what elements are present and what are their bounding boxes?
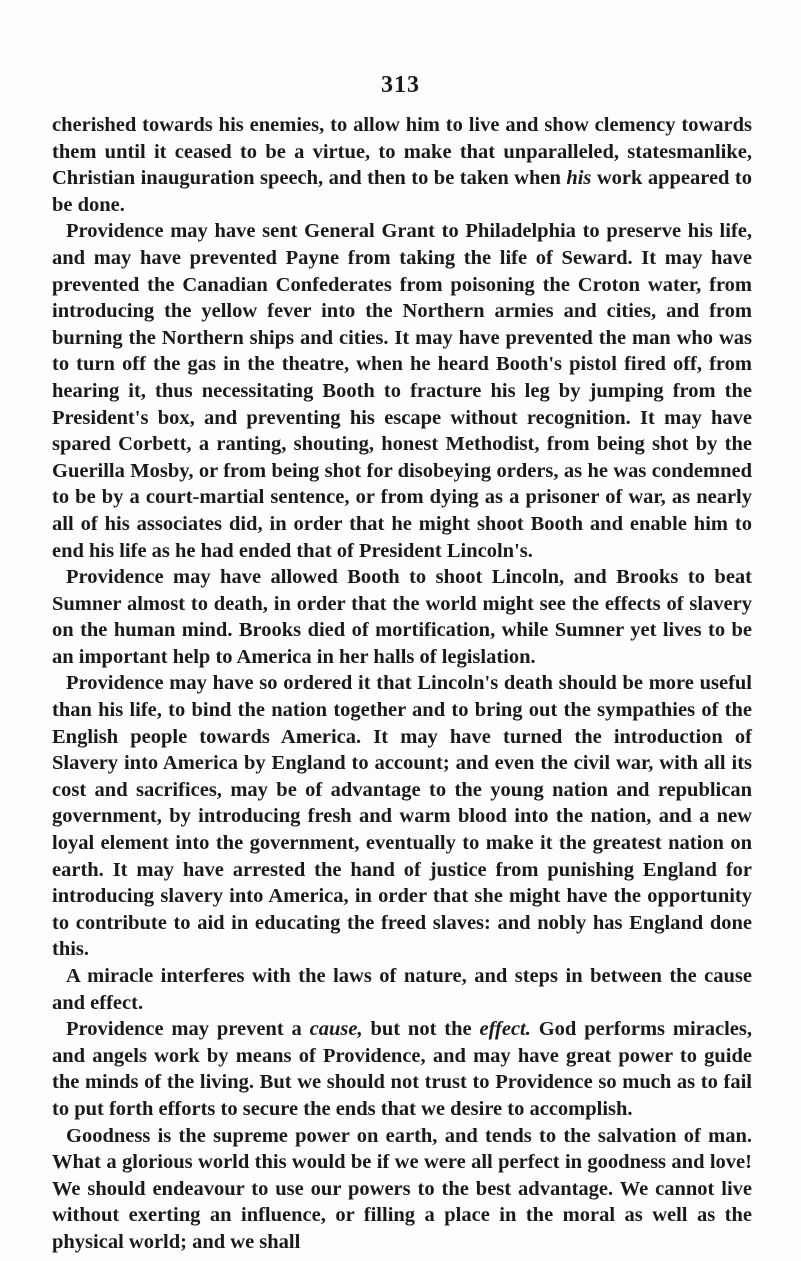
paragraph-2	[52, 218, 752, 564]
text-segment: Providence may have allowed Booth to shoot Lincoln, and Brooks to beat Sumner almost to death, in order that the world might see the effects of slavery on the human mind. Brooks died of mortification, while Sumner yet lives to be an important help to America in her halls of legislation.	[52, 566, 752, 668]
italic-segment: effect.	[479, 1018, 531, 1041]
text-segment: God performs miracles, and angels work by means of Providence, and may have great power to guide the minds of the living. But we should not trust to Providence so much as to fail to put forth efforts to secure the ends that we desire to accomplish.	[52, 1018, 753, 1120]
text-segment: but not the	[362, 1018, 480, 1041]
body-text	[52, 112, 752, 1256]
paragraph-3	[52, 564, 752, 670]
text-segment: Providence may have so ordered it that Lincoln's death should be more useful than his life, to bind the nation together and to bring out the sympathies of the English people towards America. It may have turned the introduction of Slavery into America by England to account; and even the civil war, with all its cost and sacrifices, may be of advantage to the young nation and republican government, by introducing fresh and warm blood into the nation, and a new loyal element into the government, eventually to make it the greatest nation on earth. It may have arrested the hand of justice from punishing England for introducing slavery into America, in order that she might have the opportunity to contribute to aid in educating the freed slaves: and nobly has England done this.	[52, 672, 752, 961]
paragraph-4	[52, 670, 752, 963]
paragraph-5	[52, 963, 752, 1016]
text-segment: cherished towards his enemies, to allow him to live and show clemency towards them until it ceased to be a virtue, to make that unparalleled, statesmanlike, Christian inauguration speech, and then to be taken when	[52, 114, 752, 190]
text-segment: A miracle interferes with the laws of nature, and steps in between the cause and effect.	[52, 965, 752, 1014]
text-segment: Providence may prevent a	[66, 1018, 310, 1041]
paragraph-7	[52, 1123, 752, 1256]
paragraph-6	[52, 1016, 752, 1122]
paragraph-1	[52, 112, 752, 218]
text-segment: Goodness is the supreme power on earth, and tends to the salvation of man. What a glorious world this would be if we were all perfect in goodness and love! We should endeavour to use our powers to the best advantage. We cannot live without exerting an influence, or filling a place in the moral as well as the physical world; and we shall	[52, 1124, 752, 1253]
italic-segment: his	[566, 167, 592, 190]
text-segment: work appeared to be done.	[52, 167, 752, 216]
text-segment: Providence may have sent General Grant to Philadelphia to preserve his life, and may have prevented Payne from taking the life of Seward. It may have prevented the Canadian Confederates from poisoning the Croton water, from introducing the yellow fever into the Northern armies and cities, and from burning the Northern ships and cities. It may have prevented the man who was to turn off the gas in the theatre, when he heard Booth's pistol fired off, from hearing it, thus necessitating Booth to fracture his leg by jumping from the President's box, and preventing his escape without recognition. It may have spared Corbett, a ranting, shouting, honest Methodist, from being shot by the Guerilla Mosby, or from being shot for disobeying orders, as he was condemned to be by a court-martial sentence, or from dying as a prisoner of war, as nearly all of his associates did, in order that he might shoot Booth and enable him to end his life as he had ended that of President Lincoln's.	[52, 220, 752, 562]
page-number: 313	[381, 72, 420, 98]
italic-segment: cause,	[309, 1018, 363, 1041]
